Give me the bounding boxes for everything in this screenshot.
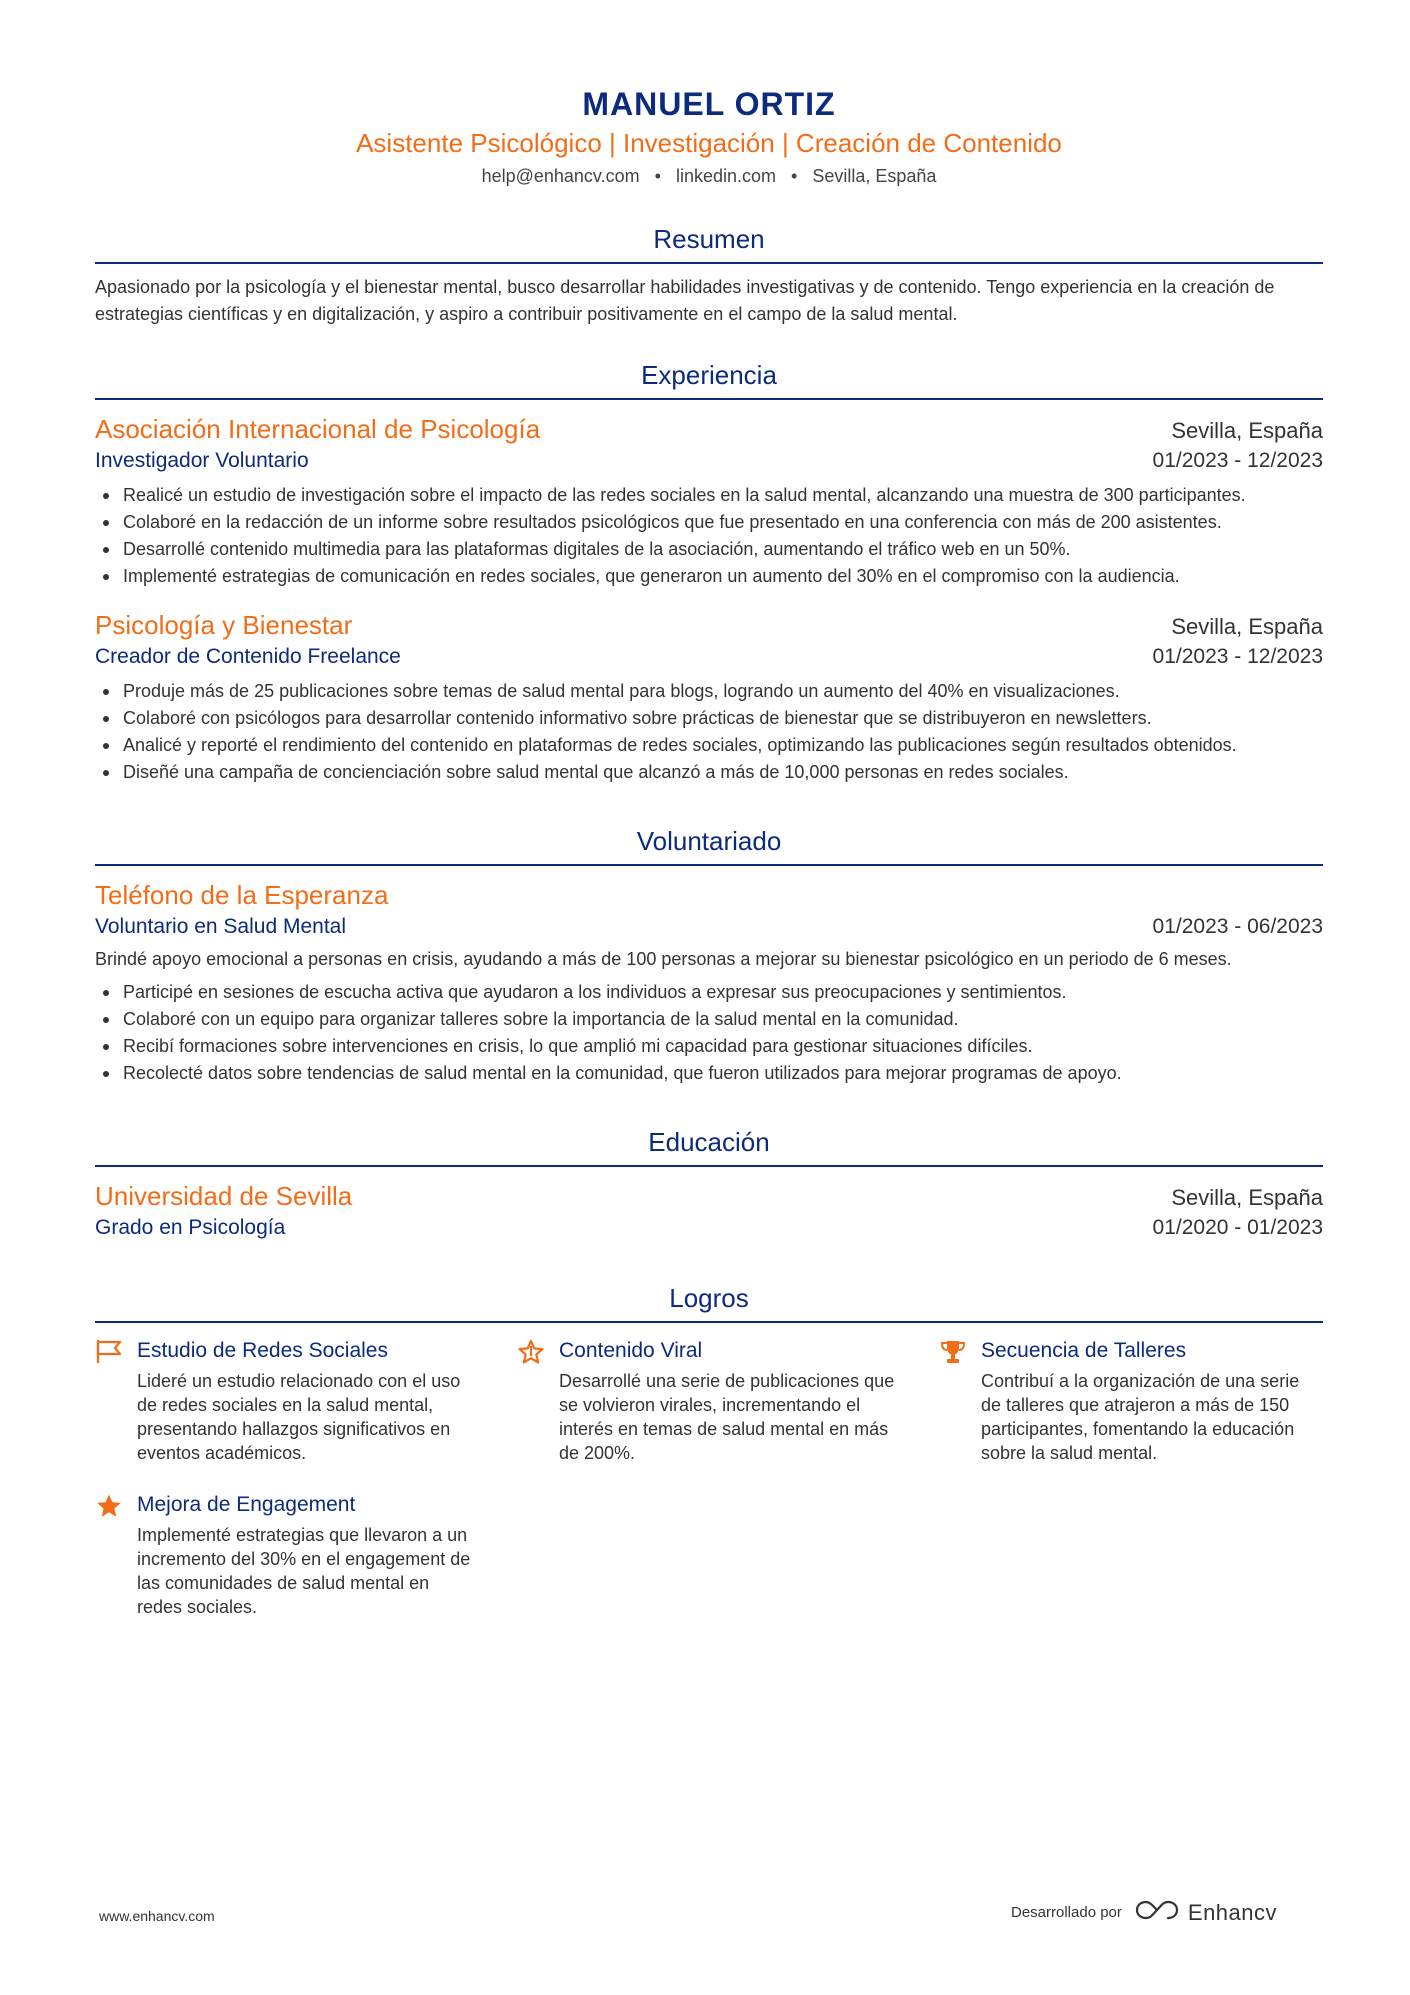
experience-entry [95,412,1323,590]
education-dates: 01/2020 - 01/2023 [1152,1216,1323,1239]
bullet-item: Recolecté datos sobre tendencias de salud mental en la comunidad, que fueron utilizados para mejorar programas de apoyo. [95,1060,1323,1087]
bullet-item: Recibí formaciones sobre intervenciones en crisis, lo que amplió mi capacidad para gestionar situaciones difíciles. [95,1033,1323,1060]
experience-section [95,358,1323,786]
achievement-description: Lideré un estudio relacionado con el uso de redes sociales en la salud mental, presentando hallazgos significativos en eventos académicos. [137,1371,461,1463]
footer-website[interactable]: www.enhancv.com [99,1908,215,1924]
experience-role: Investigador Voluntario [95,449,309,472]
contact-linkedin[interactable]: linkedin.com [675,166,776,186]
resume-header [95,84,1323,188]
bullet-item: Realicé un estudio de investigación sobre el impacto de las redes sociales en la salud mental, alcanzando una muestra de 300 participantes. [95,482,1323,509]
achievements-section [95,1281,1323,1619]
achievement-title: Secuencia de Talleres [981,1339,1187,1362]
achievement-title: Mejora de Engagement [137,1493,356,1516]
bullet-item: Diseñé una campaña de concienciación sobre salud mental que alcanzó a más de 10,000 personas en redes sociales. [95,759,1323,786]
bullet-item: Participé en sesiones de escucha activa que ayudaron a los individuos a expresar sus preocupaciones y sentimientos. [95,979,1323,1006]
star-filled-icon [95,1491,137,1619]
bullet-item: Produje más de 25 publicaciones sobre temas de salud mental para blogs, logrando un aumento del 40% en visualizaciones. [95,678,1323,705]
achievement-title: Contenido Viral [559,1339,703,1362]
education-school: Universidad de Sevilla [95,1181,353,1211]
brand-name: Enhancv [1187,1899,1278,1925]
section-title-education: Educación [95,1125,1323,1167]
star-outline-icon [517,1337,559,1465]
contact-location: Sevilla, España [812,166,937,186]
experience-entry [95,608,1323,786]
experience-dates: 01/2023 - 12/2023 [1152,449,1323,472]
volunteering-entry [95,878,1323,1087]
summary-text: Apasionado por la psicología y el bienestar mental, busco desarrollar habilidades investigativas y de contenido. Tengo experiencia en la creación de estrategias científicas y en digitalización, y aspiro a contribuir positivamente en el campo de la salud mental. [95,277,1275,324]
summary-section [95,222,1323,328]
experience-role: Creador de Contenido Freelance [95,645,401,668]
achievement-item [95,1337,517,1465]
achievement-item [939,1337,1323,1465]
experience-bullets [95,678,1323,786]
candidate-tagline: Asistente Psicológico | Investigación | Creación de Contenido [356,128,1062,158]
section-title-achievements: Logros [95,1281,1323,1323]
candidate-name: MANUEL ORTIZ [582,86,836,122]
enhancv-logo-icon [1134,1898,1180,1927]
trophy-icon [939,1337,981,1465]
education-location: Sevilla, España [1171,1185,1323,1210]
achievements-grid [95,1337,1323,1619]
volunteering-description: Brindé apoyo emocional a personas en crisis, ayudando a más de 100 personas a mejorar su bienestar psicológico en un periodo de 6 meses. [95,949,1232,969]
education-section [95,1125,1323,1243]
separator-dot: • [791,166,798,186]
education-entry [95,1179,1323,1243]
bullet-item: Colaboré con psicólogos para desarrollar contenido informativo sobre prácticas de bienestar que se distribuyeron en newsletters. [95,705,1323,732]
bullet-item: Colaboré en la redacción de un informe sobre resultados psicológicos que fue presentado en una conferencia con más de 200 asistentes. [95,509,1323,536]
education-degree: Grado en Psicología [95,1216,286,1239]
experience-location: Sevilla, España [1171,614,1323,639]
contact-email[interactable]: help@enhancv.com [481,166,640,186]
volunteering-role: Voluntario en Salud Mental [95,915,347,938]
achievement-item [95,1491,517,1619]
bullet-item: Analicé y reporté el rendimiento del contenido en plataformas de redes sociales, optimizando las publicaciones según resultados obtenidos. [95,732,1323,759]
achievement-description: Contribuí a la organización de una serie de talleres que atrajeron a más de 150 participantes, fomentando la educación sobre la salud mental. [981,1371,1300,1463]
achievement-title: Estudio de Redes Sociales [137,1339,388,1362]
experience-location: Sevilla, España [1171,418,1323,443]
experience-dates: 01/2023 - 12/2023 [1152,645,1323,668]
volunteering-dates: 01/2023 - 06/2023 [1152,915,1323,938]
bullet-item: Implementé estrategias de comunicación en redes sociales, que generaron un aumento del 30% en el compromiso con la audiencia. [95,563,1323,590]
experience-bullets [95,482,1323,590]
bullet-item: Desarrollé contenido multimedia para las plataformas digitales de la asociación, aumentando el tráfico web en un 50%. [95,536,1323,563]
powered-by-label: Desarrollado por [1011,1904,1122,1921]
achievement-description: Desarrollé una serie de publicaciones que se volvieron virales, incrementando el interés en temas de salud mental en más de 200%. [559,1371,895,1463]
experience-org: Psicología y Bienestar [95,610,353,640]
separator-dot: • [654,166,661,186]
volunteering-section [95,824,1323,1087]
contact-line [95,164,1323,188]
achievement-item [517,1337,939,1465]
volunteering-org: Teléfono de la Esperanza [95,880,389,910]
flag-icon [95,1337,137,1465]
section-title-summary: Resumen [95,222,1323,264]
achievement-description: Implementé estrategias que llevaron a un incremento del 30% en el engagement de las comunidades de salud mental en redes sociales. [137,1525,471,1617]
section-title-volunteering: Voluntariado [95,824,1323,866]
bullet-item: Colaboré con un equipo para organizar talleres sobre la importancia de la salud mental en la comunidad. [95,1006,1323,1033]
section-title-experience: Experiencia [95,358,1323,400]
experience-org: Asociación Internacional de Psicología [95,414,541,444]
footer-branding [1011,1898,1277,1927]
volunteering-bullets [95,979,1323,1087]
resume-page [95,84,1323,1619]
